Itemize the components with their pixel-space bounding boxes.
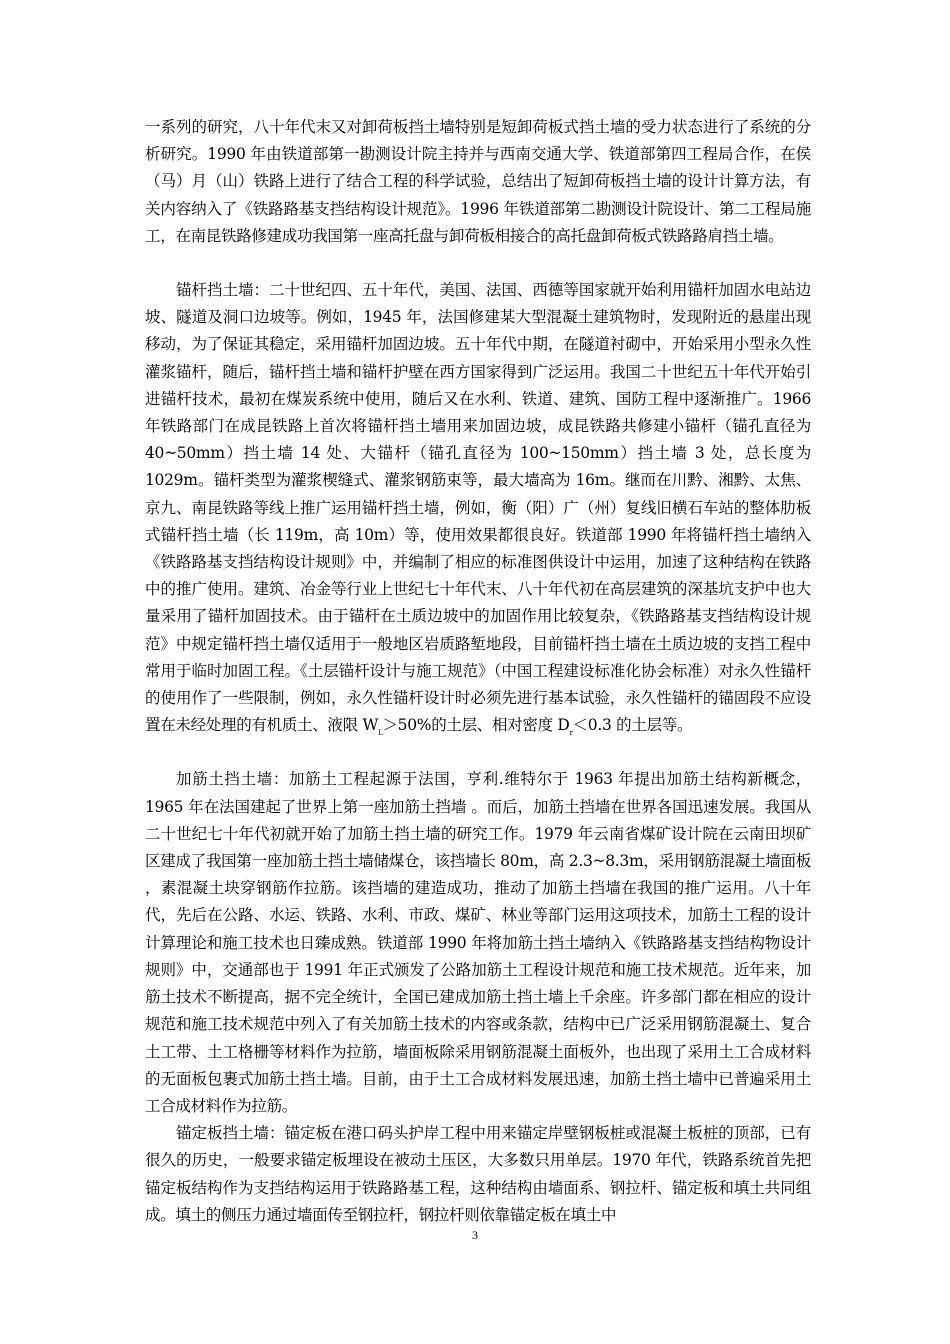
paragraph-anchor-plate-wall: 锚定板挡土墙：锚定板在港口码头护岸工程中用来锚定岸壁钢板桩或混凝土板桩的顶部，已有很久的历史，一般要求锚定板埋设在被动土压区，大多数只用单层。1970 年代，铁路系统首先把锚定板结构作为支挡结构运用于铁路路基工程，这种结构由墙面系、钢拉杆、锚定板和填土共同组成。填土的侧压力通过墙面传至钢拉杆，钢拉杆则依靠锚定板在填土中 [145, 1124, 811, 1224]
page-number: 3 [472, 1228, 478, 1242]
anchor-rod-text-mid: ＞50%的土层、相对密度 [382, 716, 558, 735]
paragraph-unloading-plate-wall: 一系列的研究，八十年代末又对卸荷板挡土墙特别是短卸荷板式挡土墙的受力状态进行了系统的分析研究。1990 年由铁道部第一勘测设计院主持并与西南交通大学、铁道部第四工程局合作，在侯（马）月（山）铁路上进行了结合工程的科学试验，总结出了短卸荷板挡土墙的设计计算方法，有关内容纳入了《铁路路基支挡结构设计规范》。1996 年铁道部第二勘测设计院设计、第二工程局施工，在南昆铁路修建成功我国第一座高托盘与卸荷板相接合的高托盘卸荷板式铁路路肩挡土墙。 [145, 118, 811, 245]
paragraph-spacer [145, 250, 811, 277]
paragraph-spacer [145, 739, 811, 766]
paragraph-reinforced-earth-wall: 加筋土挡土墙：加筋土工程起源于法国，亨利.维特尔于 1963 年提出加筋土结构新概念，1965 年在法国建起了世界上第一座加筋土挡墙 。而后，加筋土挡墙在世界各国迅速发展。我国从二十世纪七十年代初就开始了加筋土挡土墙的研究工作。1979 年云南省煤矿设计院在云南田坝矿区建成了我国第一座加筋土挡土墙储煤仓，该挡墙长 80m，高 2.3~8.3m，采用钢筋混凝土墙面板 ，素混凝土块穿钢筋作拉筋。该挡墙的建造成功，推动了加筋土挡墙在我国的推广运用。八十年代，先后在公路、水运、铁路、水利、市政、煤矿、林业等部门运用这项技术，加筋土工程的设计计算理论和施工技术也日臻成熟。铁道部 1990 年将加筋土挡土墙纳入《铁路路基支挡结构物设计规则》中，交通部也于 1991 年正式颁发了公路加筋土工程设计规范和施工技术规范。近年来，加筋土技术不断提高，据不完全统计，全国已建成加筋土挡土墙上千余座。许多部门都在相应的设计规范和施工技术规范中列入了有关加筋土技术的内容或条款，结构中已广泛采用钢筋混凝土、复合土工带、土工格栅等材料作为拉筋，墙面板除采用钢筋混凝土面板外，也出现了采用土工合成材料的无面板包裹式加筋土挡土墙。目前，由于土工合成材料发展迅速，加筋土挡土墙中已普遍采用土工合成材料作为拉筋。 [145, 770, 811, 1115]
paragraph-anchor-rod-wall [145, 277, 811, 739]
anchor-rod-text-end: ＜0.3 的土层等。 [572, 716, 693, 735]
relative-density-symbol: $D_r$ [557, 716, 573, 738]
anchor-rod-text: 锚杆挡土墙：二十世纪四、五十年代，美国、法国、西德等国家就开始利用锚杆加固水电站边坡、隧道及洞口边坡等。例如，1945 年，法国修建某大型混凝土建筑物时，发现附近的悬崖出现移动，为了保证其稳定，采用锚杆加固边坡。五十年代中期，在隧道衬砌中，开始采用小型永久性灌浆锚杆，随后，锚杆挡土墙和锚杆护壁在西方国家得到广泛运用。我国二十世纪五十年代开始引进锚杆技术，最初在煤炭系统中使用，随后又在水利、铁道、建筑、国防工程中逐渐推广。1966 年铁路部门在成昆铁路上首次将锚杆挡土墙用来加固边坡，成昆铁路共修建小锚杆（锚孔直径为 40~50mm）挡土墙 14 处、大锚杆（锚孔直径为 100~150mm）挡土墙 3 处，总长度为 1029m。锚杆类型为灌浆楔缝式、灌浆钢筋束等，最大墙高为 16m。继而在川黔、湘黔、太焦、京九、南昆铁路等线上推广运用锚杆挡土墙，例如，衡（阳）广（州）复线旧横石车站的整体肋板式锚杆挡土墙（长 119m，高 10m）等，使用效果都很良好。铁道部 1990 年将锚杆挡土墙纳入《铁路路基支挡结构设计规则》中，并编制了相应的标准图供设计中运用，加速了这种结构在铁路中的推广使用。建筑、冶金等行业上世纪七十年代末、八十年代初在高层建筑的深基坑支护中也大量采用了锚杆加固技术。由于锚杆在土质边坡中的加固作用比较复杂，《铁路路基支挡结构设计规范》中规定锚杆挡土墙仅适用于一般地区岩质路堑地段，目前锚杆挡土墙在土质边坡的支挡工程中常用于临时加固工程。《土层锚杆设计与施工规范》（中国工程建设标准化协会标准）对永久性锚杆的使用作了一些限制，例如，永久性锚杆设计时必须先进行基本试验，永久性锚杆的锚固段不应设置在未经处理的有机质土、液限 [145, 281, 811, 735]
document-body [145, 114, 811, 1229]
liquid-limit-symbol: $W_L$ [362, 716, 383, 738]
